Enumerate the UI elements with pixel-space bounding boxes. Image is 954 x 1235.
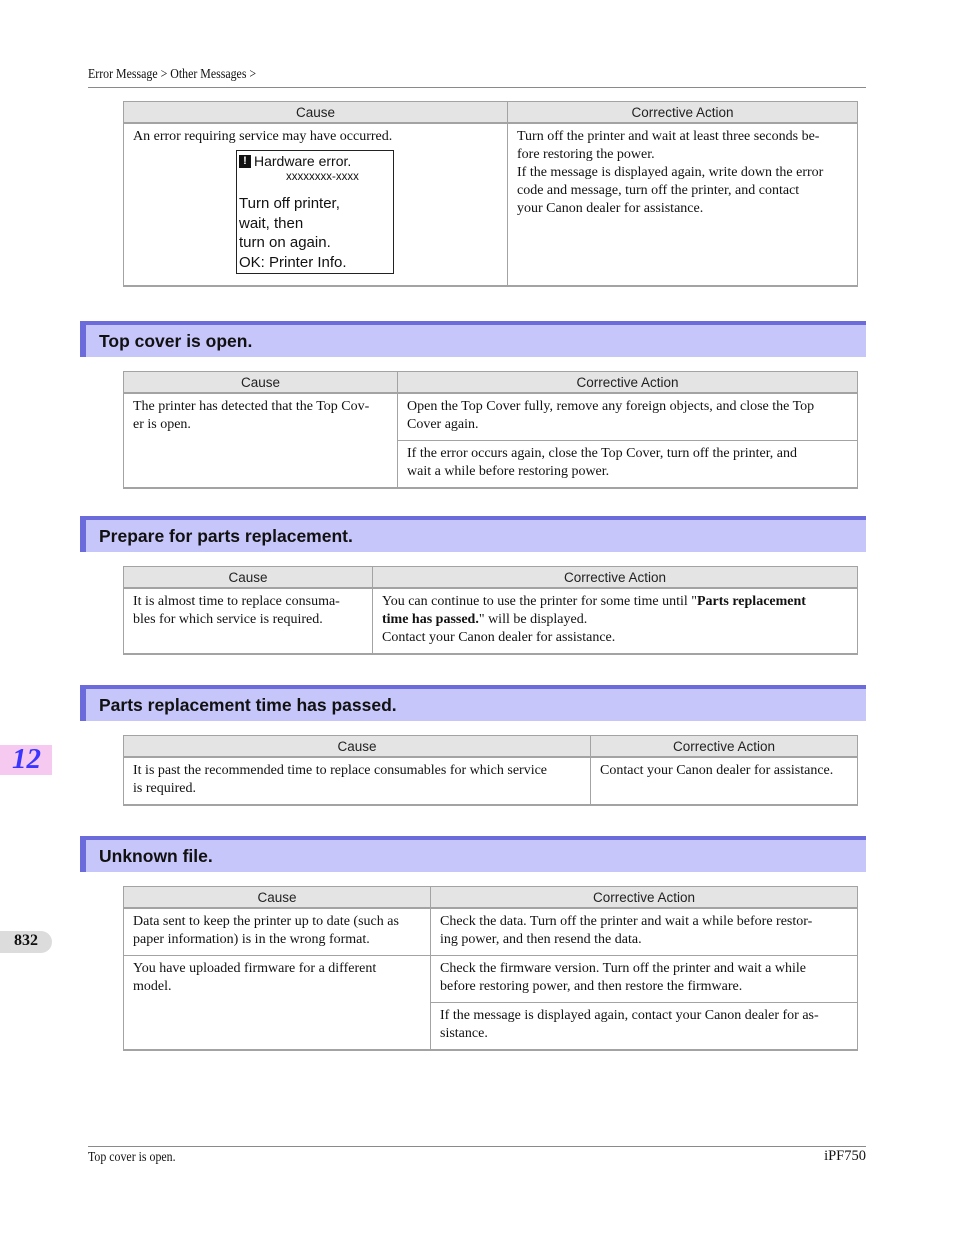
cause-line: It is past the recommended time to replace consumables for which service	[133, 763, 548, 778]
action-cell	[431, 1003, 858, 1051]
cause-cell	[124, 908, 431, 956]
action-cell	[398, 441, 858, 489]
action-line: Check the firmware version. Turn off the printer and wait a while	[440, 961, 806, 976]
section-heading-unknown-file	[80, 836, 866, 872]
section-title: Prepare for parts replacement.	[99, 526, 353, 546]
action-header: Corrective Action	[431, 887, 858, 909]
action-line: wait a while before restoring power.	[407, 464, 610, 479]
cause-header: Cause	[124, 887, 431, 909]
cause-cell	[124, 123, 508, 286]
action-cell	[591, 757, 858, 805]
lcd-line-4: wait, then	[239, 214, 304, 232]
action-line: Contact your Canon dealer for assistance.	[382, 630, 616, 645]
chapter-number: 12	[12, 743, 41, 775]
cause-line: You have uploaded firmware for a different	[133, 961, 377, 976]
cause-text: An error requiring service may have occurred.	[133, 129, 393, 144]
section-title: Parts replacement time has passed.	[99, 695, 397, 715]
action-line: If the message is displayed again, write down the error	[517, 165, 824, 180]
action-cell	[508, 123, 858, 286]
header-rule	[88, 87, 866, 88]
lcd-error-code: xxxxxxxx-xxxx	[286, 171, 359, 183]
message-name: Parts replacement	[696, 594, 806, 609]
action-line: Check the data. Turn off the printer and wait a while before restor-	[440, 914, 813, 929]
lcd-line-1: Hardware error.	[254, 153, 352, 169]
page-number-tab	[0, 931, 52, 953]
lcd-line-5: turn on again.	[239, 234, 331, 251]
section-heading-parts-passed	[80, 685, 866, 721]
cause-cell	[124, 956, 431, 1051]
cause-header: Cause	[124, 372, 398, 394]
unknown-file-table	[123, 886, 858, 1051]
cause-line: It is almost time to replace consuma-	[133, 594, 340, 609]
breadcrumb[interactable]: Error Message > Other Messages >	[88, 66, 257, 81]
action-line: sistance.	[440, 1026, 488, 1041]
action-line: Contact your Canon dealer for assistance.	[600, 763, 834, 778]
action-line	[382, 611, 848, 629]
action-header: Corrective Action	[591, 736, 858, 758]
cause-cell	[124, 757, 591, 805]
action-line: fore restoring the power.	[517, 147, 655, 162]
action-text: " will be displayed.	[478, 612, 588, 627]
action-line: Open the Top Cover fully, remove any foreign objects, and close the Top	[407, 399, 815, 414]
action-header: Corrective Action	[373, 567, 858, 589]
message-name: time has passed.	[382, 612, 479, 627]
cause-line: Data sent to keep the printer up to date (such as	[133, 914, 399, 929]
action-line: before restoring power, and then restore the firmware.	[440, 979, 743, 994]
action-line: ing power, and then resend the data.	[440, 932, 642, 947]
action-cell	[431, 908, 858, 956]
section-heading-prepare-parts	[80, 516, 866, 552]
action-line: If the error occurs again, close the Top Cover, turn off the printer, and	[407, 446, 798, 461]
action-cell	[373, 588, 858, 654]
page-number: 832	[14, 932, 38, 949]
cause-header: Cause	[124, 736, 591, 758]
hardware-error-table	[123, 101, 858, 287]
action-line: your Canon dealer for assistance.	[517, 201, 704, 216]
action-line: Turn off the printer and wait at least three seconds be-	[517, 129, 820, 144]
action-line: If the message is displayed again, contact your Canon dealer for as-	[440, 1008, 819, 1023]
cause-line: er is open.	[133, 417, 191, 432]
cause-line: bles for which service is required.	[133, 612, 323, 627]
section-heading-top-cover	[80, 321, 866, 357]
cause-cell	[124, 588, 373, 654]
action-line	[382, 593, 848, 611]
cause-line: is required.	[133, 781, 196, 796]
cause-cell	[124, 393, 398, 488]
cause-header: Cause	[124, 567, 373, 589]
footer-section-link[interactable]: Top cover is open.	[88, 1149, 176, 1164]
action-text: You can continue to use the printer for some time until "	[382, 594, 697, 609]
action-cell	[431, 956, 858, 1003]
parts-passed-table	[123, 735, 858, 806]
cause-line: model.	[133, 979, 172, 994]
action-cell	[398, 393, 858, 441]
action-line: Cover again.	[407, 417, 479, 432]
cause-line: The printer has detected that the Top Cov-	[133, 399, 370, 414]
lcd-line-6: OK: Printer Info.	[239, 253, 347, 271]
section-title: Unknown file.	[99, 846, 213, 866]
top-cover-table	[123, 371, 858, 489]
action-header: Corrective Action	[398, 372, 858, 394]
cause-header: Cause	[124, 102, 508, 124]
action-header: Corrective Action	[508, 102, 858, 124]
section-title: Top cover is open.	[99, 331, 253, 351]
action-line: code and message, turn off the printer, and contact	[517, 183, 800, 198]
chapter-tab[interactable]	[0, 745, 52, 775]
footer-model: iPF750	[824, 1148, 866, 1164]
cause-line: paper information) is in the wrong format.	[133, 932, 370, 947]
footer-rule	[88, 1146, 866, 1147]
prepare-parts-table	[123, 566, 858, 655]
lcd-line-3: Turn off printer,	[239, 195, 340, 212]
lcd-display	[236, 150, 394, 274]
warning-icon: !	[239, 155, 251, 168]
